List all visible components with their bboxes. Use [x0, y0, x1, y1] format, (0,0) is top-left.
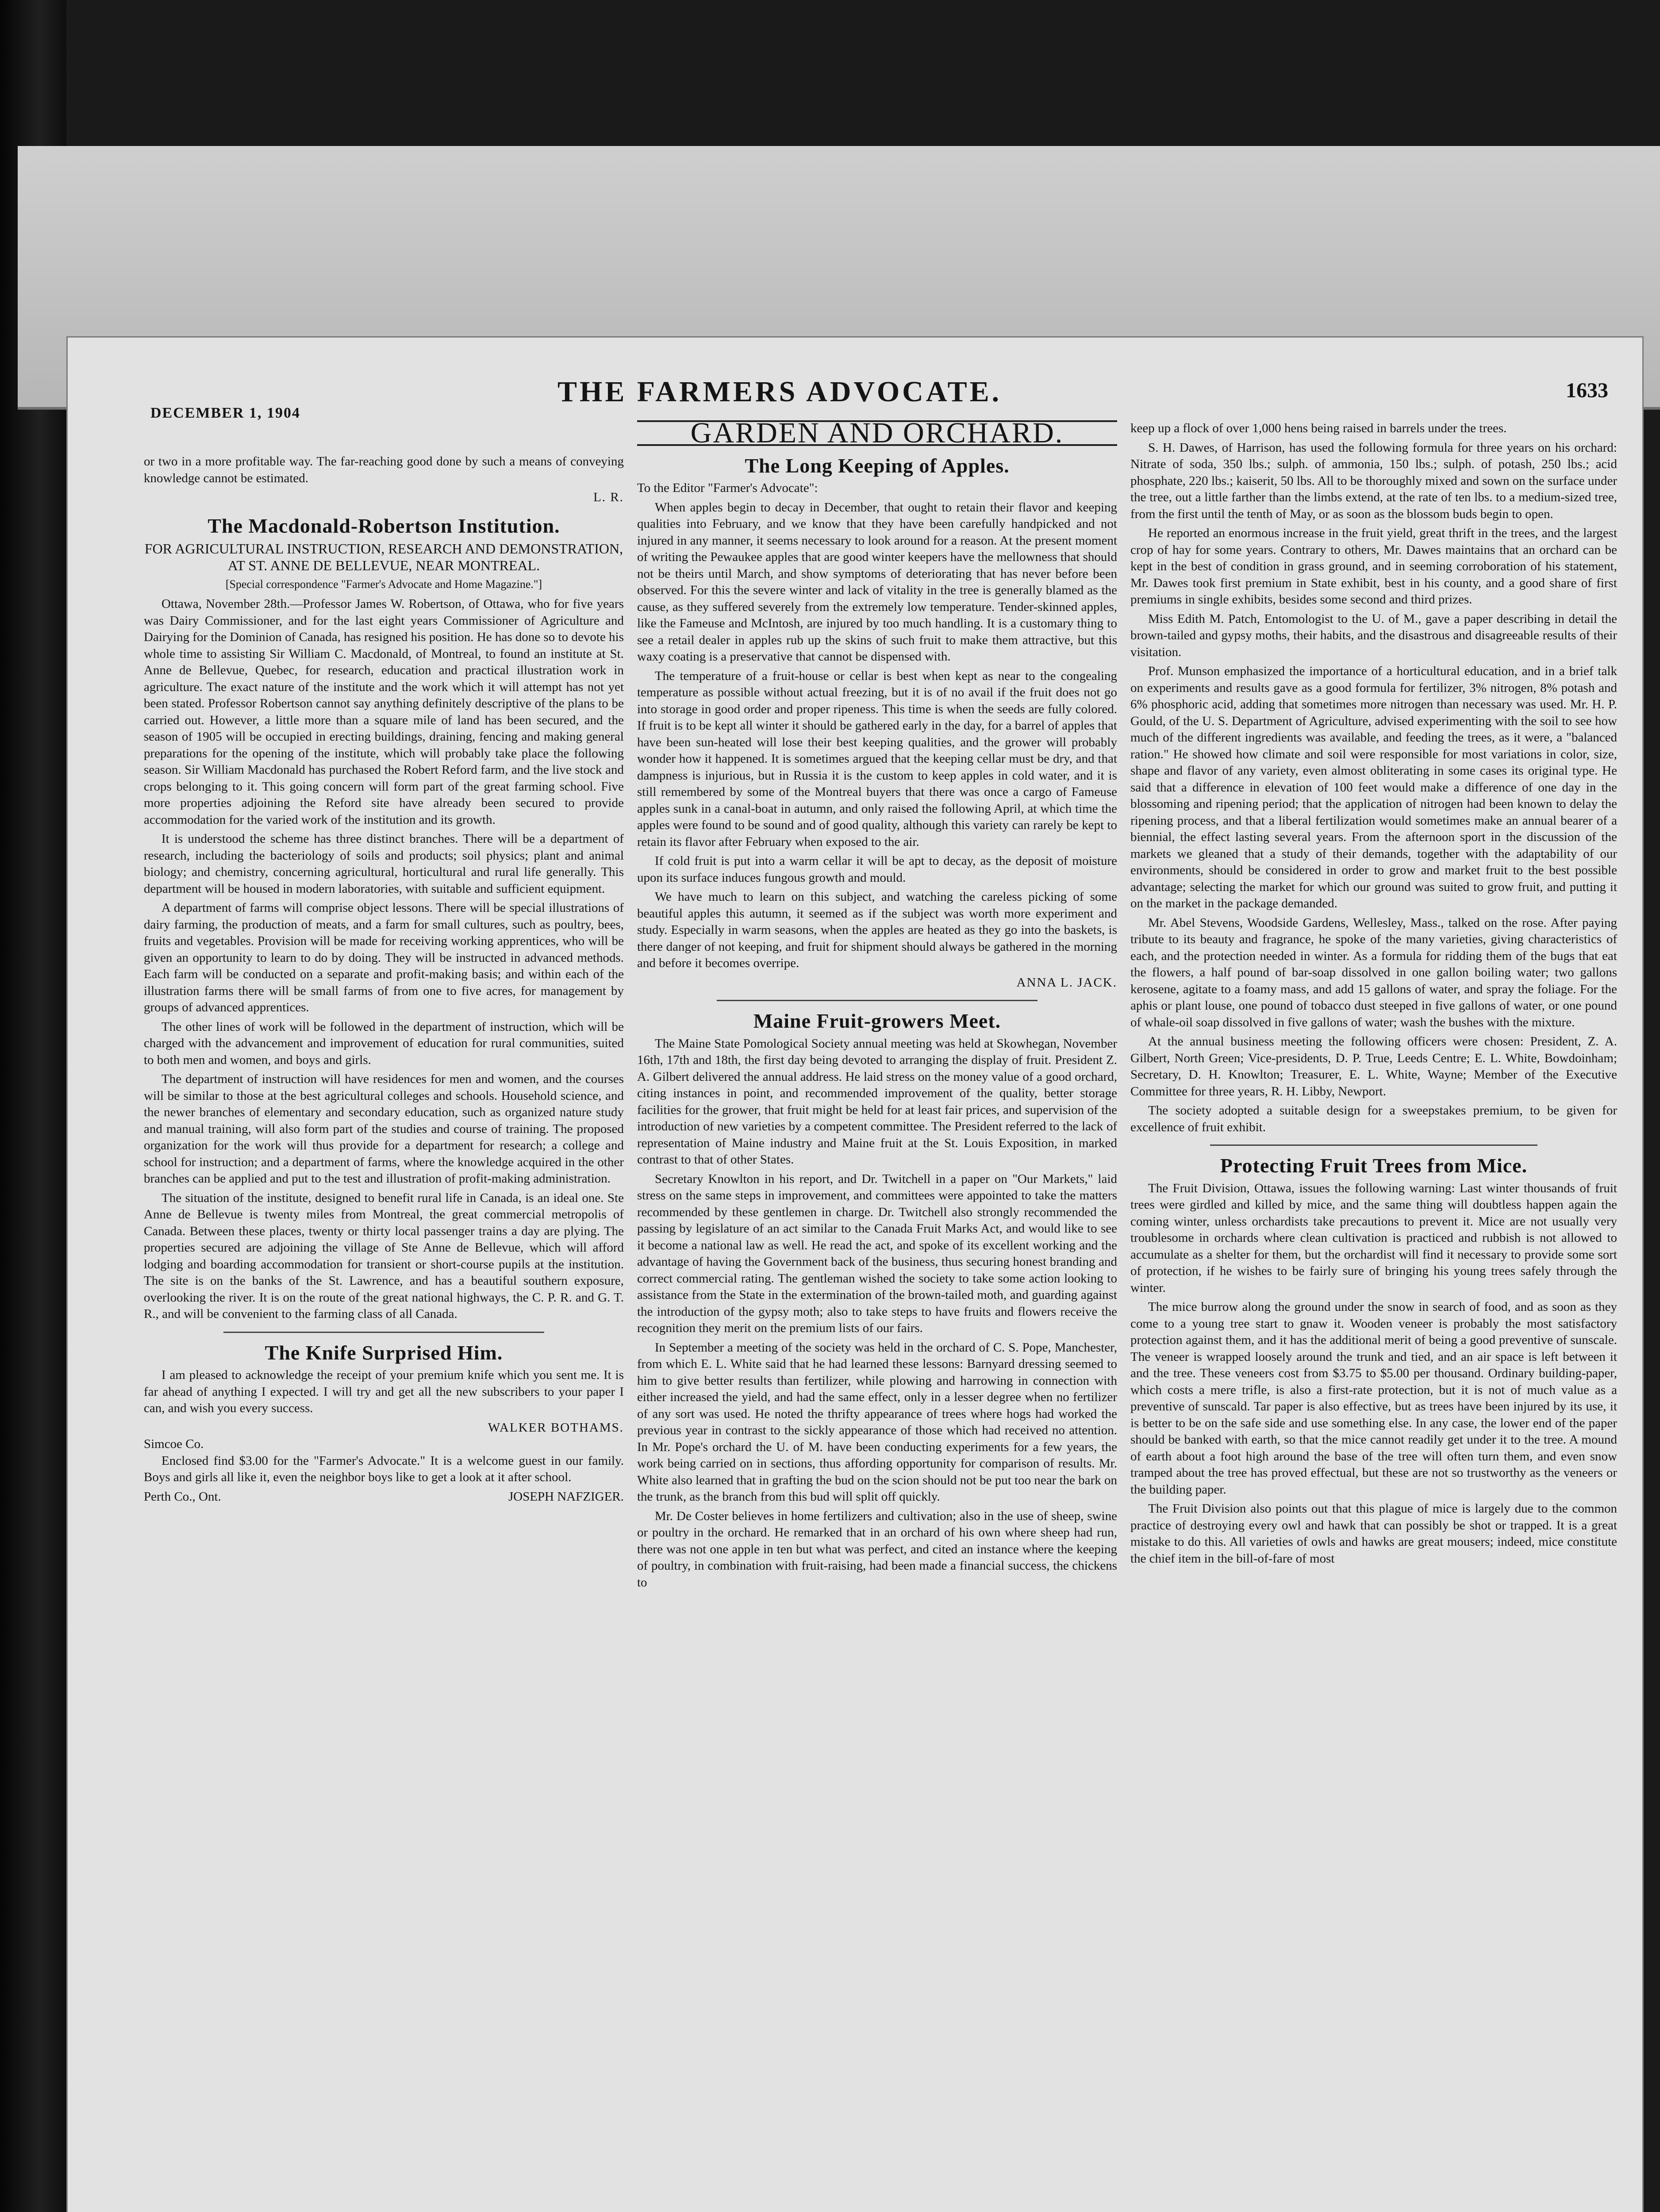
paragraph: Mr. De Coster believes in home fertilizers and cultivation; also in the use of sheep, swine or poultry in the orchard. He remarked that in an orchard of his own where sheep had run, there was not one apple in ten but what was perfect, and cited an instance where the keeping of poultry, in combination with fruit-raising, had been made a financial success, the chickens to [637, 1509, 1117, 1590]
paragraph: A department of farms will comprise object lessons. There will be special illustrations of dairy farming, the production of meats, and a farm for small cultures, such as poultry, bees, fruits and vegetables. Provision will be made for receiving working apprentices, who will be given an opportunity to learn to do by doing. They will be instructed in advanced methods. Each farm will be conducted on a separate and profit-making basis; and within each of the illustration farms there will be small farms of from one to five acres, for management by groups of advanced apprentices. [144, 901, 624, 1014]
paragraph: The Fruit Division, Ottawa, issues the following warning: Last winter thousands of fruit trees were girdled and killed by mice, and the same thing will doubtless happen again the coming winter, unless orchardists take precautions to prevent it. Mice are not usually very troublesome in orchards where clean cultivation is practiced and rubbish is not allowed to accumulate as a shelter for them, but the orchardist will find it necessary to provide some sort of protection, if he wishes to be fairly sure of bringing his young trees safely through the winter. [1130, 1181, 1617, 1295]
article-subheading: FOR AGRICULTURAL INSTRUCTION, RESEARCH AND DEMONSTRATION, AT ST. ANNE DE BELLEVUE, NEAR MONTREAL. [144, 541, 623, 573]
paragraph: Miss Edith M. Patch, Entomologist to the U. of M., gave a paper describing in detail the brown-tailed and gypsy moths, their habits, and the disastrous and disagreeable results of their visitation. [1130, 611, 1617, 659]
article-heading-apples: The Long Keeping of Apples. [745, 454, 1010, 477]
article-heading-knife: The Knife Surprised Him. [265, 1341, 503, 1364]
paragraph: The temperature of a fruit-house or cellar is best when kept as near to the congealing temperature as possible without actual freezing, but it is of no avail if the fruit does not go into storage in good order and proper ripeness. This time is when the seeds are fully colored. If fruit is to be kept all winter it should be gathered early in the day, for a barrel of apples that have been sun-heated will lose their best keeping qualities, and the grower will probably wonder how it happened. It is sometimes argued that the keeping cellar must be dry, and that dampness is injurious, but in Russia it is the custom to keep apples in cold water, and it is still remembered by some of the Montreal buyers that there was once a cargo of Fameuse apples sunk in a canal-boat in autumn, and only raised the following April, at which time the apples were found to be sound and of good quality, although this variety can rarely be kept to retain its flavor after February when exposed to the air. [637, 668, 1117, 849]
letter-place: Perth Co., Ont. [144, 1489, 221, 1504]
paragraph: In September a meeting of the society was held in the orchard of C. S. Pope, Manchester, from which E. L. White said that he had learned these lessons: Barnyard dressing seemed to him to give better results than fertilizer, while plowing and harrowing in connection with either increased the yield, and had the same effect, only in a lesser degree when no fertilizer of any sort was used. He noted the thrifty appearance of trees where hogs had worked the previous year in contrast to the sickly appearance of those which had received no attention. In Mr. Pope's orchard the U. of M. have been conducting experiments for a few years, the work being carried on in sections, thus affording opportunity for comparison of results. Mr. White also learned that in grafting the bud on the scion should not be put too near the bark on the trunk, as the branch from this bud will split off quickly. [637, 1340, 1117, 1504]
paragraph: When apples begin to decay in December, that ought to retain their flavor and keeping qualities into February, and we know that they have been carefully handpicked and not injured in any manner, it seems necessary to look around for a reason. At the present moment of writing the Pewaukee apples that are good winter keepers have the mellowness that should not be theirs until March, and show symptoms of deteriorating that has never before been observed. For this the severe winter and lack of vitality in the tree is generally blamed as the cause, as they suffered severely from the extremely low temperature. Tender-skinned apples, like the Fameuse and McIntosh, are injured by too much handling. It is a customary thing to see a retail dealer in apples rub up the skins of such fruit to make them attractive, but this waxy coating is a preservative that cannot be dispensed with. [637, 500, 1117, 664]
paragraph: If cold fruit is put into a warm cellar it will be apt to decay, as the deposit of moisture upon its surface induces fungous growth and mould. [637, 854, 1117, 885]
divider [717, 1000, 1038, 1001]
letter-footer [144, 1489, 624, 1505]
article-heading-mice: Protecting Fruit Trees from Mice. [1220, 1154, 1528, 1177]
paragraph: I am pleased to acknowledge the receipt of your premium knife which you sent me. It is far ahead of anything I expected. I will try and get all the new subscribers to your paper I can, and wish you every success. [144, 1368, 624, 1415]
paragraph: The Fruit Division also points out that this plague of mice is largely due to the common practice of destroying every owl and hawk that can possibly be shot or trapped. It is a great mistake to do this. All varieties of owls and hawks are great mousers; indeed, mice constitute the chief item in the bill-of-fare of most [1130, 1502, 1617, 1566]
column-1 [144, 453, 624, 2212]
divider [223, 1332, 544, 1333]
paragraph: He reported an enormous increase in the fruit yield, great thrift in the trees, and the largest crop of hay for some years. Contrary to others, Mr. Dawes maintains that an orchard can be kept in the best of condition in grass ground, and in seeming corroboration of his statement, Mr. Dawes took first premium in State exhibit, best in his county, and a good share of first premiums in single exhibits, besides some second and third prizes. [1130, 526, 1617, 607]
paragraph: Secretary Knowlton in his report, and Dr. Twitchell in a paper on "Our Markets," laid stress on the same steps in improvement, and committees were appointed to take the matters recommended by these gentlemen in charge. Dr. Twitchell also strongly recommended the passing by legislature of an act similar to the Canada Fruit Marks Act, and would like to see it become a national law as well. He read the act, and spoke of its excellent working and the advantage of having the Government back of the business, thus securing honest branding and correct commercial rating. The gentleman wished the society to take some action looking to assistance from the State in the extermination of the brown-tailed moth, and guarding against the introduction of the gypsy moth; also to take steps to have fruits and flowers receive the recognition they merit on the premium lists of our fairs. [637, 1171, 1117, 1335]
page-number: 1633 [1566, 379, 1608, 402]
intro-signature: L. R. [593, 490, 624, 504]
paragraph: keep up a flock of over 1,000 hens being raised in barrels under the trees. [1130, 421, 1507, 435]
letter-signature: JOSEPH NAFZIGER. [508, 1489, 624, 1504]
article-heading-maine: Maine Fruit-growers Meet. [753, 1010, 1001, 1032]
paragraph: Ottawa, November 28th.—Professor James W. Robertson, of Ottawa, who for five years was Dairy Commissioner, and for the last eight years Commissioner of Agriculture and Dairying for the Dominion of Canada, has resigned his position. He has done so to devote his whole time to assisting Sir William C. Macdonald, of Montreal, to found an institute at St. Anne de Bellevue, Quebec, for research, education and practical illustration work in agriculture. The exact nature of the institute and the work which it will attempt has not yet been stated. Professor Robertson cannot say anything definitely descriptive of the plans to be carried out. However, a little more than a square mile of land has been secured, and the season of 1905 will be occupied in erecting buildings, draining, fencing and making general preparations for the opening of the institute, which will probably take place the following season. Sir William Macdonald has purchased the Robert Reford farm, and the live stock and crops belonging to it. This going concern will form part of the great farming school. Five more properties adjoining the Reford site have already been secured to provide accommodation for the varied work of the institution and its growth. [144, 597, 624, 827]
article-heading-macdonald: The Macdonald-Robertson Institution. [208, 514, 560, 537]
column-3 [1130, 420, 1617, 2212]
paragraph: At the annual business meeting the following officers were chosen: President, Z. A. Gilbert, North Green; Vice-presidents, D. P. True, Leeds Centre; E. L. White, Bowdoinham; Secretary, D. H. Knowlton; Treasurer, E. L. White, Wayne; Member of the Executive Committee for three years, R. H. Libby, Newport. [1130, 1034, 1617, 1098]
section-title: GARDEN AND ORCHARD. [637, 420, 1117, 446]
divider [1210, 1144, 1537, 1146]
issue-date: DECEMBER 1, 1904 [150, 405, 300, 421]
letter-place: Simcoe Co. [144, 1437, 204, 1451]
paragraph: The mice burrow along the ground under the snow in search of food, and as soon as they come to a young tree start to gnaw it. Wooden veneer is probably the most satisfactory protection against them, and it has the additional merit of being a good preventive of sunscale. The veneer is wrapped loosely around the trunk and tied, and an air space is left between it and the tree. These veneers cost from $3.75 to $5.00 per thousand. Ordinary building-paper, which costs a mere trifle, is also a first-rate protection, but it is not of much value as a preventive of sunscald. Tar paper is also effective, but as trees have been injured by its use, it is better to be on the safe side and use something else. In any case, the lower end of the paper should be banked with earth, so that the mice cannot readily get under it to the tree. A mound of earth about a foot high around the base of the tree will often turn them, and even snow tramped about the tree has proved effectual, but these are not so trustworthy as the veneers or the building paper. [1130, 1300, 1617, 1497]
paragraph: The situation of the institute, designed to benefit rural life in Canada, is an ideal one. Ste Anne de Bellevue is twenty miles from Montreal, the great commercial metropolis of Canada. Between these places, twenty or thirty local passenger trains a day are plying. The properties secured are adjoining the village of Ste Anne de Bellevue, which will afford lodging and boarding accommodation for transient or short-course pupils at the institution. The site is on the banks of the St. Lawrence, and has a beautiful southern exposure, overlooking the river. It is on the route of the great national highways, the C. P. R. and G. T. R., and will be convenient to the farming class of all Canada. [144, 1190, 624, 1321]
paragraph: We have much to learn on this subject, and watching the careless picking of some beautiful apples this autumn, it seemed as if the subject was worth more experiment and study. Especially in warm seasons, when the apples are heated as they go into the baskets, is there danger of not keeping, and fruit for shipment should always be gathered in the morning and before it becomes overripe. [637, 890, 1117, 970]
salutation: To the Editor "Farmer's Advocate": [637, 481, 818, 495]
author-signature: ANNA L. JACK. [1016, 975, 1117, 990]
paragraph: It is understood the scheme has three distinct branches. There will be a department of research, including the bacteriology of soils and products; soil physics; plant and animal biology; and chemistry, concerning agricultural, horticultural and rural life generally. This department will be housed in modern laboratories, with suitable and sufficient equipment. [144, 832, 624, 896]
paragraph: The other lines of work will be followed in the department of instruction, which will be charged with the advancement and improvement of education for rural communities, suited to both men and women, and boys and girls. [144, 1019, 624, 1067]
paragraph: Prof. Munson emphasized the importance of a horticultural education, and in a brief talk on experiments and results gave as a good formula for fertilizer, 3% nitrogen, 8% potash and 6% phosphoric acid, adding that sometimes more nitrogen than necessary was used. Mr. H. P. Gould, of the U. S. Department of Agriculture, advised experimenting with the soil to see how much of the different ingredients was available, and feeding the trees, as it were, a "balanced ration." He showed how climate and soil were responsible for most variations in color, size, shape and flavor of any variety, even almost obliterating in some cases its original type. He said that a difference in elevation of 100 feet would make a difference of one day in the blossoming and ripening period; that the application of nitrogen had been known to delay the ripening process, and that a liberal fertilization would sometimes make an annual bearer of a biennial, the effect lasting several years. From the afternoon sport in the discussion of the markets we gleaned that a study of their demands, together with the adaptability of our environments, should be considered in order to grow and market fruit to the best possible advantage; selecting the market for which our ground was suited to grow fruit, and putting it on the market in the package demanded. [1130, 664, 1617, 910]
masthead-title: THE FARMERS ADVOCATE. [557, 376, 1002, 408]
correspondence-note: [Special correspondence "Farmer's Advocate and Home Magazine."] [225, 578, 542, 591]
paragraph: The society adopted a suitable design for a sweepstakes premium, to be given for excellence of fruit exhibit. [1130, 1103, 1617, 1134]
paragraph: Enclosed find $3.00 for the "Farmer's Advocate." It is a welcome guest in our family. Boys and girls all like it, even the neighbor boys like to get a look at it after school. [144, 1453, 624, 1484]
paragraph: Mr. Abel Stevens, Woodside Gardens, Wellesley, Mass., talked on the rose. After paying tribute to its beauty and fragrance, he spoke of the many varieties, giving characteristics of each, and the protection needed in winter. As a formula for ridding them of the bugs that eat the flowers, a half pound of bar-soap dissolved in one gallon boiling water; two gallons kerosene, agitate to a foamy mass, and add 15 gallons of water, and spray the foliage. For the aphis or plant louse, one pound of tobacco dust steeped in five gallons of water, or one pound of whale-oil soap dissolved in five gallons of water; wash the bushes with the mixture. [1130, 915, 1617, 1029]
intro-paragraph: or two in a more profitable way. The far-reaching good done by such a means of conveying knowledge cannot be estimated. [144, 454, 624, 485]
paragraph: The department of instruction will have residences for men and women, and the courses will be similar to those at the best agricultural colleges and schools. Household science, and the newer branches of elementary and secondary education, such as organized nature study and manual training, will also form part of the studies and course of training. The proposed organization for the work will thus provide for a department for research; a college and school for instruction; and a department of farms, where the knowledge acquired in the other branches can be applied and put to the test and illustration of profit-making administration. [144, 1072, 624, 1186]
column-2 [637, 420, 1117, 2212]
paragraph: The Maine State Pomological Society annual meeting was held at Skowhegan, November 16th, 17th and 18th, the first day being devoted to arranging the display of fruit. President Z. A. Gilbert delivered the annual address. He laid stress on the money value of a good orchard, citing instances in point, and recommended improvement of the quality, better storage facilities for the grower, that fruit might be held for at least fair prices, and supervision of the introduction of new varieties by a competent committee. The President referred to the lack of representation of Maine industry and Maine fruit at the St. Louis Exposition, in marked contrast to that of other States. [637, 1036, 1117, 1167]
letter-signature: WALKER BOTHAMS. [488, 1420, 624, 1435]
newspaper-page [66, 336, 1644, 2212]
paragraph: S. H. Dawes, of Harrison, has used the following formula for three years on his orchard: Nitrate of soda, 350 lbs.; sulph. of ammonia, 150 lbs.; sulph. of potash, 250 lbs.; acid phosphate, 220 lbs.; kaiserit, 50 lbs. All to be thoroughly mixed and sown on the surface under the tree, out a little farther than the limbs extend, at the rate of ten lbs. to a medium-sized tree, from the first until the tenth of May, or as soon as the blossom buds begin to open. [1130, 440, 1617, 521]
